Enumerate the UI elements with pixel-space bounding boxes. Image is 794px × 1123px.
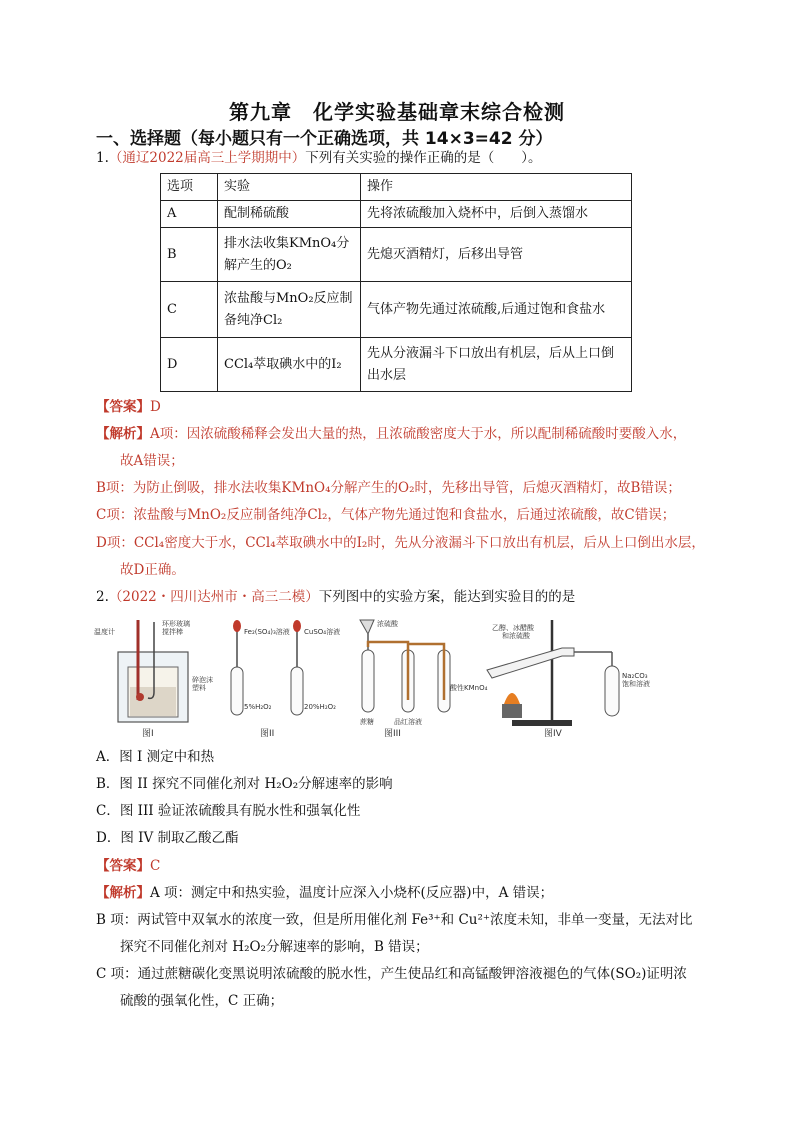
answer-line-1 [96, 397, 161, 417]
figure-caption: 图III [384, 729, 401, 739]
analysis-line: C项：浓盐酸与MnO₂反应制备纯净Cl₂，气体产物先通过饱和食盐水，后通过浓硫酸，故C错误； [96, 507, 676, 523]
reagents-label: 乙醇、冰醋酸 [492, 624, 534, 632]
foam-label: 碎泡沫 [192, 676, 213, 684]
acid-label: 浓硫酸 [377, 620, 398, 628]
stirrer-label-2: 搅拌棒 [162, 628, 183, 636]
question-2-stem [96, 587, 575, 607]
answer-line-2 [96, 856, 160, 876]
answer-label: 【答案】 [96, 399, 150, 415]
question-text: 下列有关实验的操作正确的是（ ）。 [305, 150, 542, 166]
h2o2-left-label: 5%H₂O₂ [244, 703, 272, 711]
answer-value: D [150, 399, 161, 415]
table-cell: D [161, 338, 218, 392]
question-number: 1. [96, 150, 109, 166]
option-d: D．图 IV 制取乙酸乙酯 [96, 830, 239, 846]
figure-caption: 图IV [544, 729, 562, 739]
answer-label: 【答案】 [96, 858, 150, 874]
analysis-line: 探究不同催化剂对 H₂O₂分解速率的影响，B 错误； [120, 939, 429, 955]
table-header-row [161, 174, 632, 201]
sugar-label: 蔗糖 [360, 718, 374, 726]
question-source: （2022・四川达州市・高三二模） [108, 589, 319, 605]
question-1-stem [96, 148, 542, 168]
analysis-line: C 项：通过蔗糖碳化变黑说明浓硫酸的脱水性，产生使品红和高锰酸钾溶液褪色的气体(SO₂)证明浓 [96, 966, 687, 982]
table-cell: 气体产物先通过浓硫酸,后通过饱和食盐水 [361, 282, 632, 338]
receiver-label: Na₂CO₃ [622, 672, 648, 680]
fe-solution-label: Fe₂(SO₄)₃溶液 [244, 628, 290, 636]
analysis-label: 【解析】 [96, 885, 150, 901]
table-row [161, 282, 632, 338]
analysis-line: D项：CCl₄密度大于水，CCl₄萃取碘水中的I₂时，先从分液漏斗下口放出有机层，后从上口倒出水层， [96, 535, 705, 551]
answer-value: C [150, 858, 161, 874]
cu-solution-label: CuSO₄溶液 [304, 628, 341, 636]
table-cell: 排水法收集KMnO₄分解产生的O₂ [218, 228, 361, 282]
thermometer-label: 温度计 [94, 628, 115, 636]
receiver-label-2: 饱和溶液 [622, 680, 650, 688]
apparatus-figures [92, 612, 652, 742]
analysis-text: A 项：测定中和热实验，温度计应深入小烧杯(反应器)中，A 错误； [150, 885, 554, 901]
table-cell: 先从分液漏斗下口放出有机层，后从上口倒出水层 [361, 338, 632, 392]
h2o2-right-label: 20%H₂O₂ [304, 703, 336, 711]
analysis-line [96, 883, 553, 903]
table-cell: A [161, 201, 218, 228]
analysis-line: B 项：两试管中双氧水的浓度一致，但是所用催化剂 Fe³⁺和 Cu²⁺浓度未知，非单一变量，无法对比 [96, 912, 693, 928]
analysis-line: 故D正确。 [120, 562, 185, 578]
option-c: C．图 III 验证浓硫酸具有脱水性和强氧化性 [96, 803, 361, 819]
table-cell: 浓盐酸与MnO₂反应制备纯净Cl₂ [218, 282, 361, 338]
table-cell: B [161, 228, 218, 282]
table-row [161, 228, 632, 282]
foam-label-2: 塑料 [192, 684, 206, 692]
figure-3-sulfuric-acid [360, 619, 488, 739]
figure-caption: 图I [142, 729, 154, 739]
figure-4-ester [487, 620, 650, 739]
stirrer-label: 环形玻璃 [162, 620, 190, 628]
table-cell: C [161, 282, 218, 338]
table-row [161, 201, 632, 228]
table-header: 实验 [218, 174, 361, 201]
analysis-label: 【解析】 [96, 426, 150, 442]
kmno4-label: 酸性KMnO₄ [450, 684, 488, 692]
figure-2-catalysts [231, 620, 340, 739]
table-header: 操作 [361, 174, 632, 201]
analysis-text: A项：因浓硫酸稀释会发出大量的热，且浓硫酸密度大于水，所以配制稀硫酸时要酸入水， [150, 426, 687, 442]
analysis-line: B项：为防止倒吸，排水法收集KMnO₄分解产生的O₂时，先移出导管，后熄灭酒精灯，故B错误； [96, 480, 681, 496]
analysis-line: 硫酸的强氧化性，C 正确； [120, 993, 284, 1009]
question-number: 2. [96, 589, 109, 605]
analysis-line [96, 424, 686, 444]
table-cell: 配制稀硫酸 [218, 201, 361, 228]
section-heading: 一、选择题（每小题只有一个正确选项，共 14×3=42 分） [96, 129, 553, 149]
figure-1-calorimeter [94, 619, 213, 739]
reagents-label-2: 和浓硫酸 [502, 632, 530, 640]
table-row [161, 338, 632, 392]
option-b: B．图 II 探究不同催化剂对 H₂O₂分解速率的影响 [96, 776, 393, 792]
options-table [160, 173, 632, 392]
pinkred-label: 品红溶液 [394, 718, 422, 726]
table-cell: 先将浓硫酸加入烧杯中，后倒入蒸馏水 [361, 201, 632, 228]
question-source: （通辽2022届高三上学期期中） [108, 150, 306, 166]
figure-caption: 图II [260, 729, 275, 739]
table-cell: CCl₄萃取碘水中的I₂ [218, 338, 361, 392]
analysis-line: 故A错误； [120, 453, 184, 469]
table-header: 选项 [161, 174, 218, 201]
question-text: 下列图中的实验方案，能达到实验目的的是 [318, 589, 576, 605]
table-cell: 先熄灭酒精灯，后移出导管 [361, 228, 632, 282]
option-a: A．图 I 测定中和热 [96, 749, 215, 765]
page-title: 第九章 化学实验基础章末综合检测 [229, 100, 565, 124]
